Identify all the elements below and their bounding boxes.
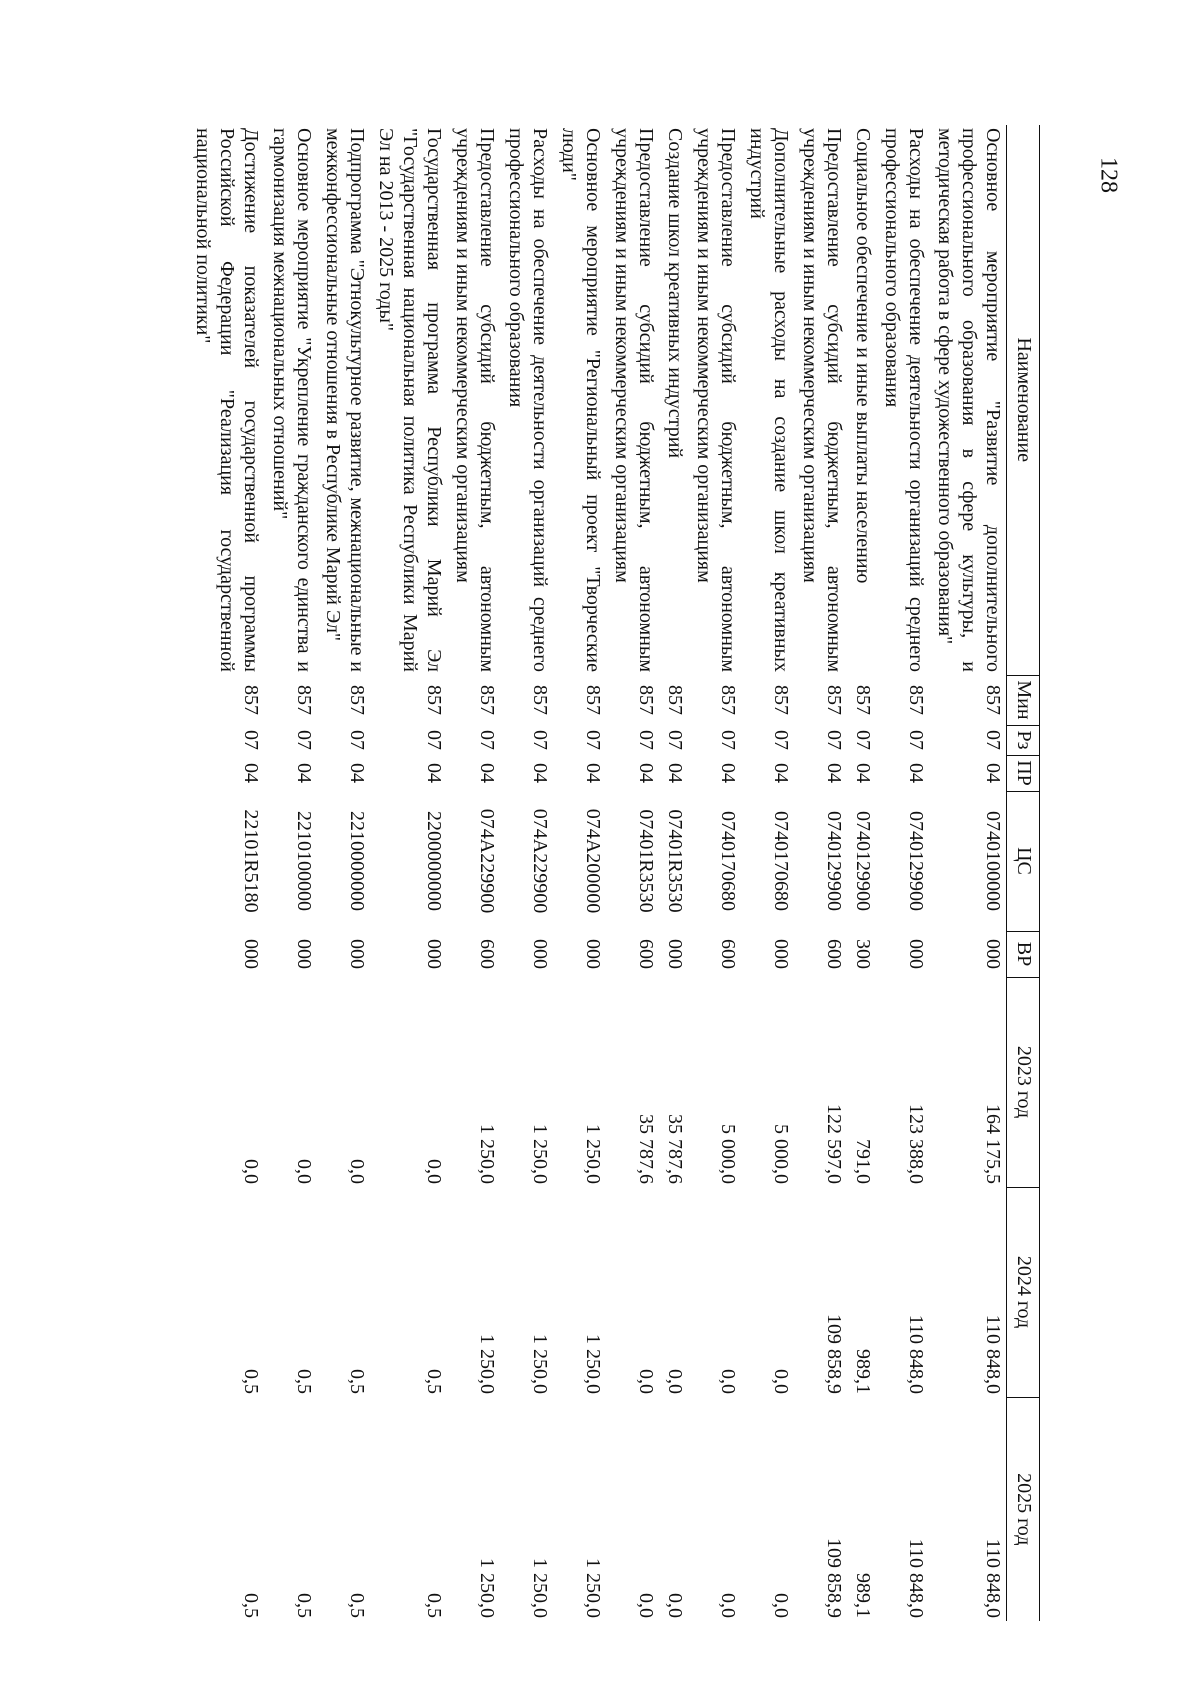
row-vr: 300 [852, 939, 874, 969]
row-2025: 109 858,9 [823, 1538, 845, 1618]
row-pr: 04 [905, 763, 927, 783]
row-2023: 1 250,0 [529, 1124, 551, 1184]
row-rz: 07 [770, 730, 792, 750]
row-pr: 04 [346, 763, 368, 783]
row-2024: 0,0 [635, 1369, 657, 1394]
row-2023: 0,0 [423, 1159, 445, 1184]
table-body [187, 125, 1007, 1621]
row-min: 857 [346, 685, 368, 715]
row-min: 857 [852, 685, 874, 715]
row-vr: 600 [476, 939, 498, 969]
row-vr: 600 [823, 939, 845, 969]
header-2023: 2023 год [1007, 977, 1040, 1187]
row-vr: 000 [582, 939, 604, 969]
row-pr: 04 [717, 763, 739, 783]
row-name: Предоставление субсидий бюджетным, автономным учреждениям и иным некоммерческим организациям [693, 128, 739, 672]
row-cs: 074A229900 [476, 808, 498, 914]
row-2023: 791,0 [852, 1139, 874, 1184]
row-2024: 0,5 [346, 1369, 368, 1394]
table-row [553, 125, 606, 1621]
row-cs: 0740170680 [717, 811, 739, 911]
header-rz: Рз [1007, 725, 1040, 755]
row-pr: 04 [635, 763, 657, 783]
row-2024: 109 858,9 [823, 1314, 845, 1394]
row-rz: 07 [982, 730, 1004, 750]
row-cs: 22101R5180 [240, 809, 262, 913]
row-pr: 04 [293, 763, 315, 783]
row-2024: 0,0 [664, 1369, 686, 1394]
row-2024: 110 848,0 [982, 1314, 1004, 1394]
row-2024: 1 250,0 [529, 1334, 551, 1394]
table-row [847, 125, 876, 1621]
row-2024: 0,0 [770, 1369, 792, 1394]
row-2025: 0,5 [346, 1593, 368, 1618]
row-2025: 989,1 [852, 1573, 874, 1618]
table-row [688, 125, 741, 1621]
row-2025: 1 250,0 [476, 1558, 498, 1618]
row-vr: 000 [346, 939, 368, 969]
table-row [317, 125, 370, 1621]
header-pr: ПР [1007, 755, 1040, 791]
row-pr: 04 [529, 763, 551, 783]
row-name: Предоставление субсидий бюджетным, автономным учреждениям и иным некоммерческим организациям [452, 128, 498, 672]
row-rz: 07 [240, 730, 262, 750]
header-min: Мин [1007, 675, 1040, 725]
table-row [741, 125, 794, 1621]
row-2025: 0,5 [293, 1593, 315, 1618]
row-cs: 2200000000 [423, 811, 445, 911]
row-2023: 0,0 [346, 1159, 368, 1184]
row-pr: 04 [770, 763, 792, 783]
row-2024: 0,0 [717, 1369, 739, 1394]
row-pr: 04 [582, 763, 604, 783]
row-2025: 0,0 [770, 1593, 792, 1618]
row-rz: 07 [852, 730, 874, 750]
row-rz: 07 [476, 730, 498, 750]
row-pr: 04 [852, 763, 874, 783]
row-2025: 0,0 [664, 1593, 686, 1618]
table-row [370, 125, 447, 1621]
row-min: 857 [770, 685, 792, 715]
row-min: 857 [664, 685, 686, 715]
row-cs: 0740100000 [982, 811, 1004, 911]
row-min: 857 [582, 685, 604, 715]
row-rz: 07 [823, 730, 845, 750]
row-name: Создание школ креативных индустрий [664, 128, 686, 459]
row-cs: 0740129900 [823, 811, 845, 911]
table-row [447, 125, 500, 1621]
table-header-row [1007, 125, 1040, 1621]
row-vr: 000 [905, 939, 927, 969]
row-vr: 000 [982, 939, 1004, 969]
table-row [187, 125, 264, 1621]
row-2023: 0,0 [293, 1159, 315, 1184]
row-cs: 2210000000 [346, 811, 368, 911]
header-cs: ЦС [1007, 791, 1040, 931]
row-vr: 000 [529, 939, 551, 969]
row-name: Предоставление субсидий бюджетным, автономным учреждениям и иным некоммерческим организациям [799, 128, 845, 672]
row-cs: 2210100000 [293, 811, 315, 911]
header-2024: 2024 год [1007, 1187, 1040, 1397]
row-cs: 0740129900 [852, 811, 874, 911]
row-2025: 0,5 [423, 1593, 445, 1618]
row-name: Предоставление субсидий бюджетным, автономным учреждениям и иным некоммерческим организациям [611, 128, 657, 672]
row-name: Основное мероприятие "Региональный проект "Творческие люди" [558, 128, 604, 672]
row-rz: 07 [529, 730, 551, 750]
row-vr: 000 [664, 939, 686, 969]
row-2025: 0,0 [635, 1593, 657, 1618]
row-2024: 0,5 [240, 1369, 262, 1394]
row-name: Достижение показателей государственной программы Российской Федерации "Реализация государственной национальной политики" [192, 128, 262, 672]
header-2025: 2025 год [1007, 1397, 1040, 1621]
row-rz: 07 [717, 730, 739, 750]
row-min: 857 [529, 685, 551, 715]
table-row [264, 125, 317, 1621]
row-2024: 989,1 [852, 1349, 874, 1394]
row-rz: 07 [346, 730, 368, 750]
row-min: 857 [823, 685, 845, 715]
row-cs: 07401R3530 [664, 809, 686, 913]
row-min: 857 [293, 685, 315, 715]
row-min: 857 [717, 685, 739, 715]
row-2025: 0,5 [240, 1593, 262, 1618]
table-row [500, 125, 553, 1621]
row-2023: 123 388,0 [905, 1104, 927, 1184]
row-2023: 5 000,0 [717, 1124, 739, 1184]
row-2025: 110 848,0 [905, 1538, 927, 1618]
row-2025: 110 848,0 [982, 1538, 1004, 1618]
row-min: 857 [476, 685, 498, 715]
row-2023: 0,0 [240, 1159, 262, 1184]
table-row [794, 125, 847, 1621]
row-rz: 07 [423, 730, 445, 750]
row-rz: 07 [293, 730, 315, 750]
row-cs: 0740129900 [905, 811, 927, 911]
table-row [929, 125, 1007, 1621]
row-2025: 1 250,0 [529, 1558, 551, 1618]
row-name: Расходы на обеспечение деятельности организаций среднего профессионального образования [881, 128, 927, 672]
row-rz: 07 [635, 730, 657, 750]
row-2024: 0,5 [293, 1369, 315, 1394]
row-cs: 074A229900 [529, 808, 551, 914]
page-number: 128 [1095, 157, 1122, 193]
row-2024: 1 250,0 [582, 1334, 604, 1394]
header-name: Наименование [1007, 125, 1040, 675]
row-2023: 35 787,6 [664, 1114, 686, 1184]
row-cs: 07401R3530 [635, 809, 657, 913]
row-rz: 07 [664, 730, 686, 750]
row-pr: 04 [823, 763, 845, 783]
row-2023: 1 250,0 [582, 1124, 604, 1184]
row-2023: 1 250,0 [476, 1124, 498, 1184]
header-vr: ВР [1007, 931, 1040, 977]
row-vr: 000 [293, 939, 315, 969]
row-name: Расходы на обеспечение деятельности организаций среднего профессионального образования [505, 128, 551, 672]
row-2023: 35 787,6 [635, 1114, 657, 1184]
row-min: 857 [905, 685, 927, 715]
row-2025: 1 250,0 [582, 1558, 604, 1618]
row-vr: 000 [423, 939, 445, 969]
row-name: Дополнительные расходы на создание школ креативных индустрий [746, 128, 792, 672]
row-pr: 04 [476, 763, 498, 783]
row-vr: 000 [770, 939, 792, 969]
row-name: Основное мероприятие "Укрепление гражданского единства и гармонизация межнациональных отношений" [269, 128, 315, 672]
row-min: 857 [982, 685, 1004, 715]
row-pr: 04 [423, 763, 445, 783]
row-pr: 04 [982, 763, 1004, 783]
row-rz: 07 [905, 730, 927, 750]
row-2024: 0,5 [423, 1369, 445, 1394]
row-2025: 0,0 [717, 1593, 739, 1618]
row-min: 857 [240, 685, 262, 715]
table-row [659, 125, 688, 1621]
row-vr: 000 [240, 939, 262, 969]
row-vr: 600 [717, 939, 739, 969]
row-rz: 07 [582, 730, 604, 750]
row-name: Подпрограмма "Этнокультурное развитие, межнациональные и межконфессиональные отношения в Республике Марий Эл" [322, 128, 368, 672]
row-min: 857 [423, 685, 445, 715]
table-row [606, 125, 659, 1621]
row-name: Социальное обеспечение и иные выплаты населению [852, 128, 874, 584]
row-name: Государственная программа Республики Марий Эл "Государственная национальная политика Республики Марий Эл на 2013 - 2025 годы" [375, 128, 445, 672]
row-vr: 600 [635, 939, 657, 969]
row-pr: 04 [240, 763, 262, 783]
row-cs: 074A200000 [582, 808, 604, 914]
row-min: 857 [635, 685, 657, 715]
budget-table [187, 125, 1040, 1621]
row-2023: 164 175,5 [982, 1104, 1004, 1184]
row-name: Основное мероприятие "Развитие дополнительного профессионального образования в сфере культуры, и методическая работа в сфере художественного образования" [934, 128, 1004, 672]
row-cs: 0740170680 [770, 811, 792, 911]
row-pr: 04 [664, 763, 686, 783]
row-2023: 122 597,0 [823, 1104, 845, 1184]
rotated-page-content [185, 125, 1040, 1621]
row-2023: 5 000,0 [770, 1124, 792, 1184]
row-2024: 110 848,0 [905, 1314, 927, 1394]
table-row [876, 125, 929, 1621]
row-2024: 1 250,0 [476, 1334, 498, 1394]
